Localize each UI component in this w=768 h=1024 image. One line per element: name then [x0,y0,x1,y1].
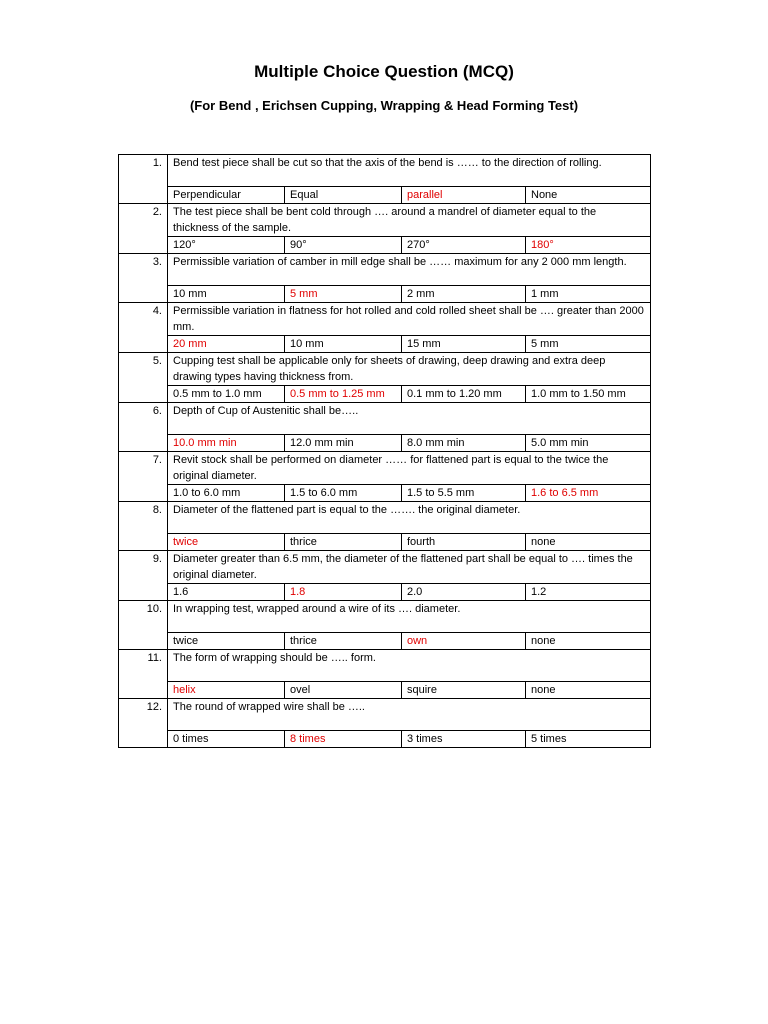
option: 12.0 mm min [285,435,402,452]
question-number: 11. [119,650,168,699]
page-title: Multiple Choice Question (MCQ) [254,62,514,81]
option: none [526,682,651,699]
question-text: Cupping test shall be applicable only for sheets of drawing, deep drawing and extra deep drawing types having thickness from. [168,353,651,386]
options-row [119,286,651,303]
option-correct: twice [168,534,285,551]
question-text: The form of wrapping should be ….. form. [168,650,651,682]
option: thrice [285,534,402,551]
question-row [119,155,651,187]
option: thrice [285,633,402,650]
options-row [119,386,651,403]
question-row [119,650,651,682]
question-text: Bend test piece shall be cut so that the axis of the bend is …… to the direction of rolling. [168,155,651,187]
options-row [119,187,651,204]
option: 2.0 [402,584,526,601]
question-number: 1. [119,155,168,204]
question-number: 7. [119,452,168,502]
option: 1.5 to 5.5 mm [402,485,526,502]
question-row [119,254,651,286]
question-number: 12. [119,699,168,748]
question-number: 2. [119,204,168,254]
question-text: Depth of Cup of Austenitic shall be….. [168,403,651,435]
option-correct: own [402,633,526,650]
option: 1.0 to 6.0 mm [168,485,285,502]
options-row [119,682,651,699]
option-correct: helix [168,682,285,699]
question-row [119,353,651,386]
option: 8.0 mm min [402,435,526,452]
question-text: Permissible variation in flatness for hot rolled and cold rolled sheet shall be …. greater than 2000 mm. [168,303,651,336]
option: 0.1 mm to 1.20 mm [402,386,526,403]
question-row [119,452,651,485]
option: 3 times [402,731,526,748]
question-text: Diameter of the flattened part is equal to the ……. the original diameter. [168,502,651,534]
option: squire [402,682,526,699]
question-text: Diameter greater than 6.5 mm, the diameter of the flattened part shall be equal to …. times the original diameter. [168,551,651,584]
option: ovel [285,682,402,699]
mcq-table-body [119,155,651,748]
question-text: The round of wrapped wire shall be ….. [168,699,651,731]
option: 15 mm [402,336,526,353]
question-text: The test piece shall be bent cold through …. around a mandrel of diameter equal to the thickness of the sample. [168,204,651,237]
question-row [119,601,651,633]
option: 1.0 mm to 1.50 mm [526,386,651,403]
option: 1.5 to 6.0 mm [285,485,402,502]
question-text: Revit stock shall be performed on diameter …… for flattened part is equal to the twice the original diameter. [168,452,651,485]
page-subtitle: (For Bend , Erichsen Cupping, Wrapping & Head Forming Test) [189,98,579,113]
option: 0 times [168,731,285,748]
option: 120° [168,237,285,254]
options-row [119,435,651,452]
question-row [119,551,651,584]
options-row [119,633,651,650]
option: 1.6 [168,584,285,601]
option-correct: parallel [402,187,526,204]
option: 2 mm [402,286,526,303]
options-row [119,485,651,502]
mcq-table [118,154,651,748]
option-correct: 20 mm [168,336,285,353]
option: none [526,633,651,650]
question-number: 3. [119,254,168,303]
option: none [526,534,651,551]
option: 90° [285,237,402,254]
question-number: 9. [119,551,168,601]
option: 10 mm [168,286,285,303]
option: 10 mm [285,336,402,353]
question-row [119,502,651,534]
question-text: In wrapping test, wrapped around a wire of its …. diameter. [168,601,651,633]
options-row [119,336,651,353]
option-correct: 8 times [285,731,402,748]
question-row [119,403,651,435]
option: fourth [402,534,526,551]
question-number: 4. [119,303,168,353]
option: twice [168,633,285,650]
question-row [119,204,651,237]
option: 270° [402,237,526,254]
option: 5.0 mm min [526,435,651,452]
option-correct: 5 mm [285,286,402,303]
question-number: 10. [119,601,168,650]
option: 1 mm [526,286,651,303]
option-correct: 1.8 [285,584,402,601]
option: 5 mm [526,336,651,353]
options-row [119,731,651,748]
option: 1.2 [526,584,651,601]
option: 0.5 mm to 1.0 mm [168,386,285,403]
option: Perpendicular [168,187,285,204]
options-row [119,584,651,601]
option-correct: 10.0 mm min [168,435,285,452]
option-correct: 1.6 to 6.5 mm [526,485,651,502]
question-number: 8. [119,502,168,551]
question-number: 6. [119,403,168,452]
option: 5 times [526,731,651,748]
question-row [119,699,651,731]
question-row [119,303,651,336]
option-correct: 0.5 mm to 1.25 mm [285,386,402,403]
option-correct: 180° [526,237,651,254]
options-row [119,237,651,254]
question-number: 5. [119,353,168,403]
options-row [119,534,651,551]
option: Equal [285,187,402,204]
question-text: Permissible variation of camber in mill edge shall be …… maximum for any 2 000 mm length. [168,254,651,286]
option: None [526,187,651,204]
